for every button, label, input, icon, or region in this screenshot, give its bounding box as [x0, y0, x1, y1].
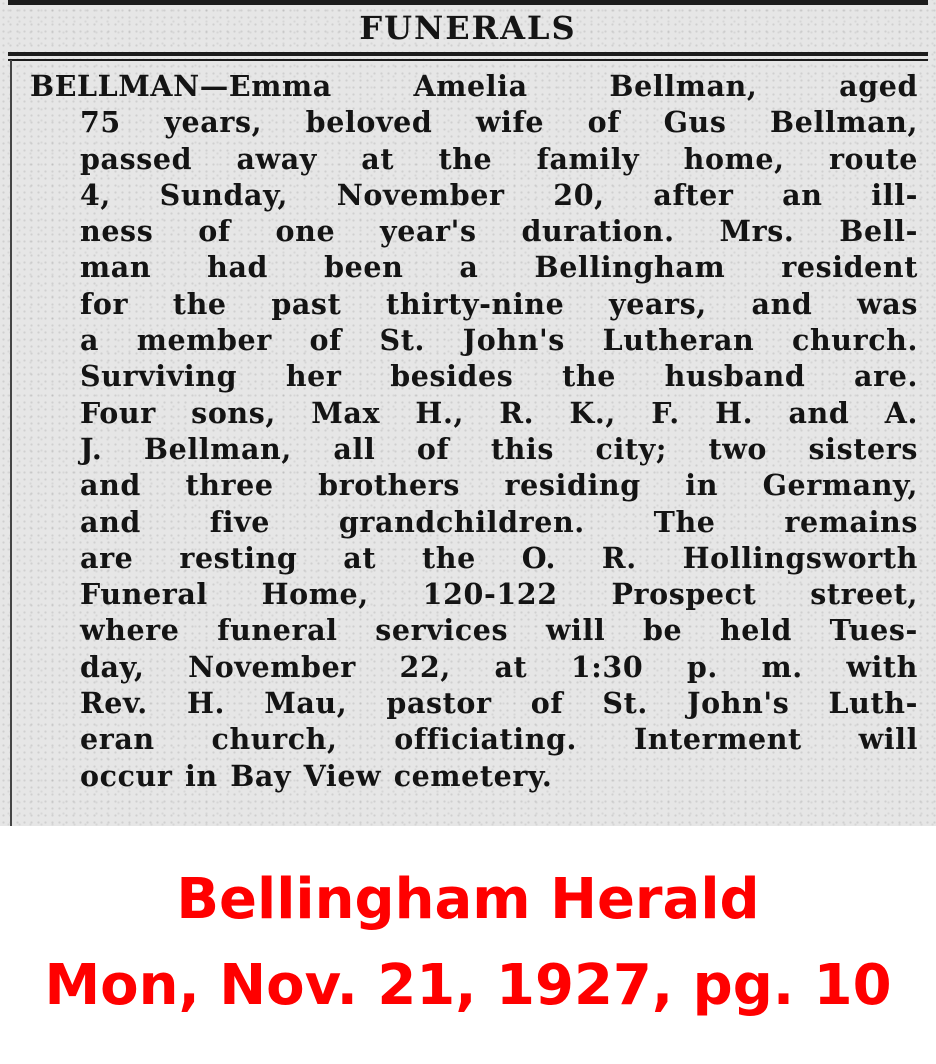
section-heading: FUNERALS — [359, 9, 577, 47]
obituary-line: man had been a Bellingham resident — [80, 250, 918, 285]
heading-rule-thick — [8, 52, 928, 56]
top-rule — [8, 0, 928, 5]
obituary-line: Funeral Home, 120-122 Prospect street, — [80, 577, 918, 612]
obituary-line: passed away at the family home, route — [80, 141, 918, 176]
obituary-line: day, November 22, at 1:30 p. m. with — [80, 649, 918, 684]
heading-rule-thin — [8, 59, 928, 61]
obituary-line: 4, Sunday, November 20, after an ill- — [80, 177, 918, 212]
obituary-line: and three brothers residing in Germany, — [80, 468, 918, 503]
obituary-line: and five grandchildren. The remains — [80, 504, 918, 539]
date-caption: Mon, Nov. 21, 1927, pg. 10 — [44, 953, 892, 1018]
obituary-line: for the past thirty-nine years, and was — [80, 286, 918, 321]
obituary-line: 75 years, beloved wife of Gus Bellman, — [80, 105, 918, 140]
obituary-line: BELLMAN—Emma Amelia Bellman, aged — [30, 69, 918, 103]
column-rule — [10, 60, 12, 826]
source-caption: Bellingham Herald — [176, 867, 760, 932]
obituary-line: are resting at the O. R. Hollingsworth — [80, 540, 918, 575]
obituary-line: Rev. H. Mau, pastor of St. John's Luth- — [80, 686, 918, 721]
obituary-line: Surviving her besides the husband are. — [80, 359, 918, 394]
obituary-line: J. Bellman, all of this city; two sisters — [80, 431, 918, 466]
obituary-line: where funeral services will be held Tues- — [80, 613, 918, 648]
section-heading-bar — [8, 6, 928, 50]
obituary-line: a member of St. John's Lutheran church. — [80, 323, 918, 358]
obituary-line: Four sons, Max H., R. K., F. H. and A. — [80, 395, 918, 430]
obituary-line: ness of one year's duration. Mrs. Bell- — [80, 214, 918, 249]
obituary-line: occur in Bay View cemetery. — [80, 758, 553, 793]
obituary-text — [30, 68, 918, 794]
obituary-line: eran church, officiating. Interment will — [80, 722, 918, 757]
